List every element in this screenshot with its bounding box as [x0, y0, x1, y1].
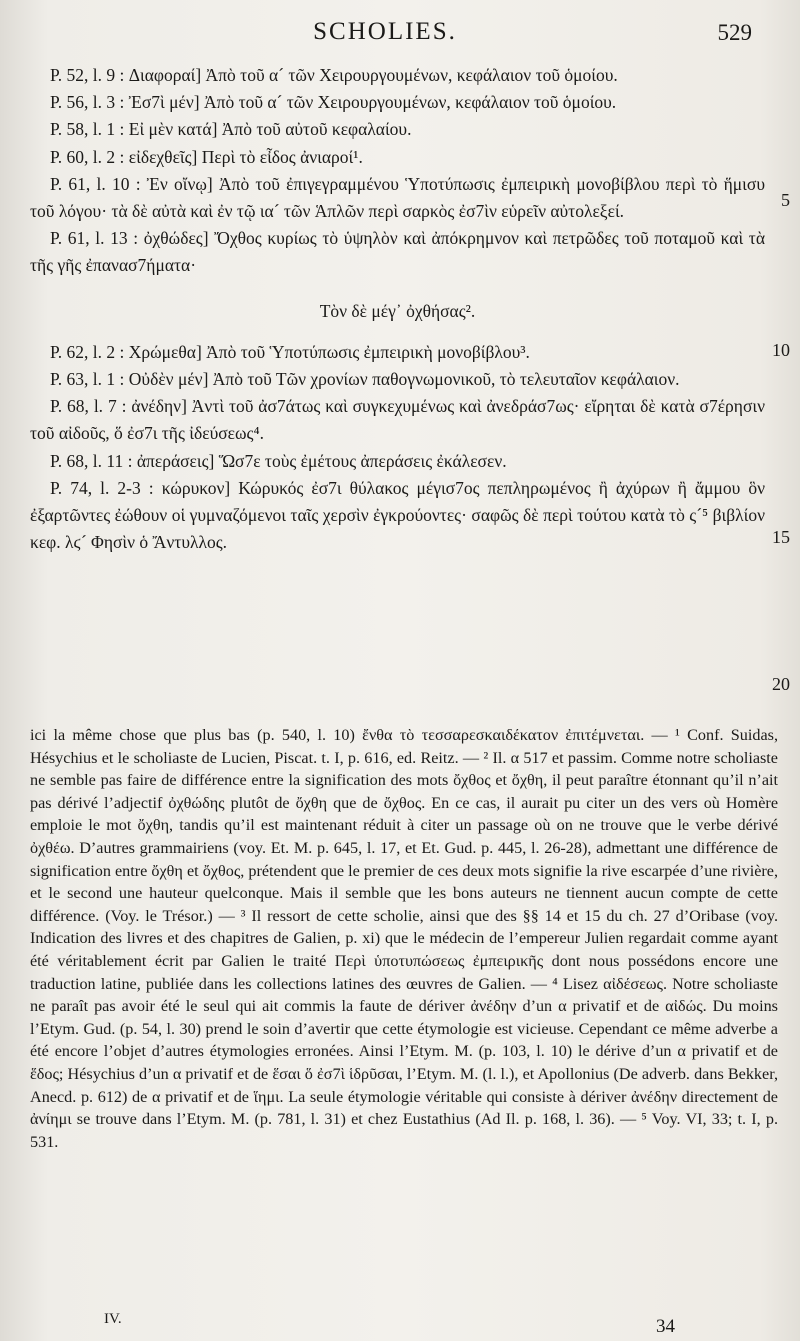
scholium-entry: P. 60, l. 2 : εἰδεχθεῖς] Περὶ τὸ εἶδος ἀνιαροί¹.	[50, 146, 363, 167]
signature-mark: IV.	[104, 1311, 122, 1327]
line-number-marker: 15	[772, 527, 790, 547]
footnotes-text: ici la même chose que plus bas (p. 540, l. 10) ἔνθα τὸ τεσσαρεσκαιδέκατον ἐπιτέμνεται. — ¹ Conf. Suidas, Hésychius et le scholiaste de Lucien, Piscat. t. I, p. 616, ed. Reitz. — ² Il. α 517 et passim. Comme notre scholiaste ne semble pas faire de différence entre la signification des mots ὄχθος et ὄχθη, il peut paraître étonnant qu’il n’ait pas dérivé l’adjectif ὀχθώδης plutôt de ὄχθη que de ὄχθος. En ce cas, il aurait pu citer un des vers où Homère emploie le mot ὄχθη, tandis qu’il est maintenant réduit à citer un passage où on ne trouve que le verbe dérivé ὀχθέω. D’autres grammairiens (voy. Et. M. p. 645, l. 17, et Et. Gud. p. 445, l. 26-28), admettant une différence de signification entre ὄχθη et ὄχθος, prétendent que le premier de ces deux mots signifie la rive escarpée d’une rivière, et le second une hauteur quelconque. Mais il semble que les bons auteurs ne tiennent aucun compte de cette différence. (Voy. le Trésor.) — ³ Il ressort de cette scholie, ainsi que des §§ 14 et 15 du ch. 27 d’Oribase (voy. Indication des livres et des chapitres de Galien, p. xi) que le médecin de l’empereur Julien regardait comme ayant été véritablement écrit par Galien le traité Περὶ ὑποτυπώσεως ἐμπειρικῆς dont nous possédons encore une traduction latine, publiée dans les collections latines des œuvres de Galien. — ⁴ Lisez αἰδέσεως. Notre scholiaste ne paraît pas avoir été le seul qui ait commis la faute de dériver ἀνέδην d’un α privatif et de αἰδώς. Du moins l’Etym. Gud. (p. 54, l. 30) prend le soin d’avertir que cette étymologie est vicieuse. Cependant ce même adverbe a été encore l’objet d’autres étymologies erronées. Ainsi l’Etym. M. (p. 103, l. 10) le dérive d’un α privatif et de ἕδος; Hésychius d’un α privatif et de ἕσαι ὅ ἐσ7ὶ ἱδρῦσαι, l’Etym. M. (l. l.), et Apollonius (De adverb. dans Bekker, Anecd. p. 612) de α privatif et de ἵημι. La seule étymologie véritable qui consiste à dériver ἀνέδην directement de ἀνίημι se trouve dans l’Etym. M. (p. 781, l. 31) et chez Eustathius (Ad Il. p. 168, l. 36). — ⁵ Voy. VI, 33; t. I, p. 531.	[30, 726, 778, 1151]
sheet-number: 34	[656, 1316, 675, 1337]
line-number-marker: 5	[781, 190, 790, 210]
scholium-entry: P. 74, l. 2-3 : κώρυκον] Κώρυκός ἐσ7ι θύλακος μέγισ7ος πεπληρωμένος ἢ ἀχύρων ἢ ἄμμου ὃν ἐξαρτῶντες ἐώθουν οἱ γυμναζόμενοι ταῖς χερσὶν ἐγκρούοντες· σαφῶς δὲ περὶ τούτου κατὰ τὸ ς´⁵ βιβλίον κεφ. λϛ´ Φησὶν ὁ Ἄντυλλος.	[30, 477, 765, 553]
scholium-entry: P. 52, l. 9 : Διαφοραί] Ἀπὸ τοῦ α´ τῶν Χειρουργουμένων, κεφάλαιον τοῦ ὁμοίου.	[50, 65, 618, 85]
scholium-entry: P. 58, l. 1 : Εἰ μὲν κατά] Ἀπὸ τοῦ αὐτοῦ κεφαλαίου.	[50, 119, 412, 140]
scholium-entry: P. 61, l. 13 : ὀχθώδες] Ὄχθος κυρίως τὸ ὑψηλὸν καὶ ἀπόκρημνον καὶ πετρῶδες τοῦ ποταμοῦ καὶ τὰ τῆς γῆς ἐπανασ7ήματα·	[30, 228, 765, 276]
verse-quotation: Τὸν δὲ μέγ᾽ ὀχθήσας².	[319, 300, 476, 321]
line-number-marker: 10	[772, 340, 790, 360]
line-number-marker: 20	[772, 674, 790, 694]
footnotes	[30, 724, 778, 1153]
running-head-title: SCHOLIES.	[313, 18, 457, 45]
scholium-entry: P. 56, l. 3 : Ἐσ7ὶ μέν] Ἀπὸ τοῦ α´ τῶν Χειρουργουμένων, κεφάλαιον τοῦ ὁμοίου.	[50, 92, 617, 113]
scholium-entry: P. 68, l. 7 : ἀνέδην] Ἀντὶ τοῦ ἀσ7άτως καὶ συγκεχυμένως καὶ ἀνεδράσ7ως· εἴρηται δὲ κατὰ σ7έρησιν τοῦ αἰδοῦς, ὅ ἐσ7ι τῆς ἰδεύσεως⁴.	[30, 396, 765, 444]
scholium-entry: P. 61, l. 10 : Ἐν οἴνῳ] Ἀπὸ τοῦ ἐπιγεγραμμένου Ὑποτύπωσις ἐμπειρικὴ μονοβίβλου περὶ τὸ ἥμισυ τοῦ λόγου· τὰ δὲ αὐτὰ καὶ ἐν τῷ ια´ τῶν Ἁπλῶν περὶ σαρκὸς ἐσ7ὶν εὑρεῖν αὐτολεξεί.	[30, 173, 765, 222]
scholia-text	[30, 62, 765, 556]
page-number: 529	[717, 20, 752, 45]
scholium-entry: P. 62, l. 2 : Χρώμεθα] Ἀπὸ τοῦ Ὑποτύπωσις ἐμπειρικὴ μονοβίβλου³.	[50, 341, 530, 362]
scholium-entry: P. 68, l. 11 : ἀπεράσεις] Ὥσ7ε τοὺς ἐμέτους ἀπεράσεις ἐκάλεσεν.	[50, 450, 507, 471]
scholium-entry: P. 63, l. 1 : Οὐδὲν μέν] Ἀπὸ τοῦ Τῶν χρονίων παθογνωμονικοῦ, τὸ τελευταῖον κεφάλαιον.	[50, 369, 680, 390]
